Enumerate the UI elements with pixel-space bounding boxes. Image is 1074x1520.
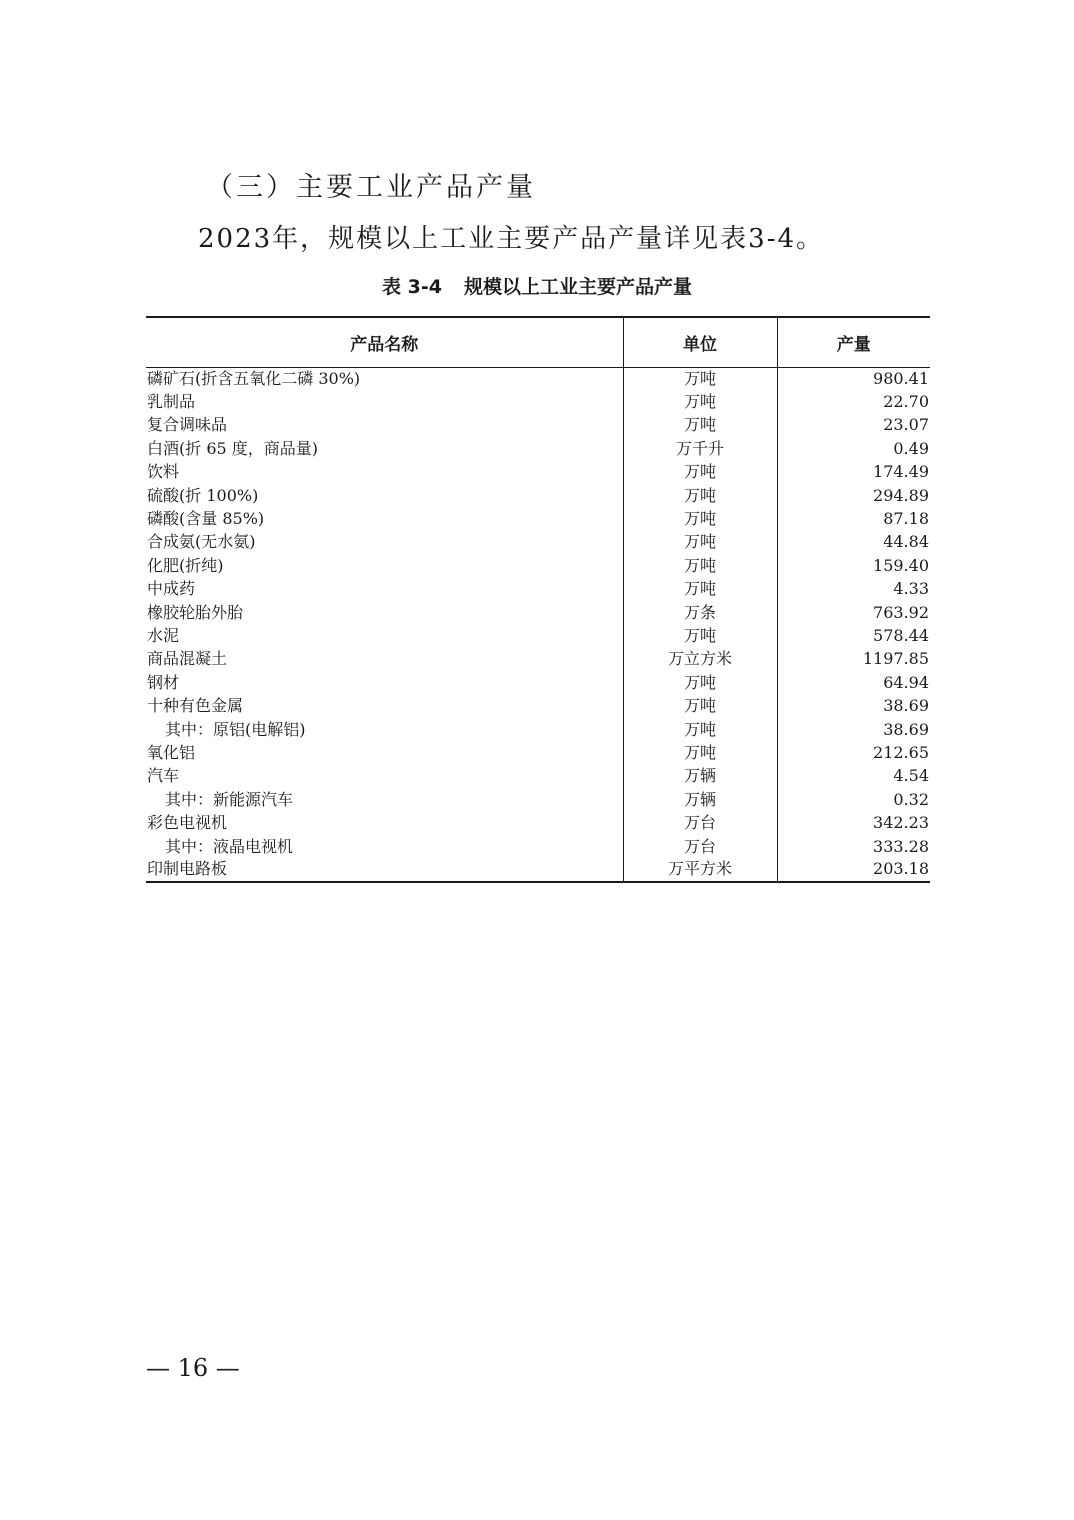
table-row	[146, 765, 930, 788]
table-header-row	[146, 317, 930, 367]
table-row	[146, 811, 930, 834]
product-name-cell: 磷酸(含量 85%)	[147, 509, 265, 529]
unit-cell: 万吨	[623, 718, 777, 741]
intro-paragraph: 2023年，规模以上工业主要产品产量详见表3-4。	[198, 224, 825, 254]
header-quantity: 产量	[777, 317, 930, 367]
product-name-cell: 其中：原铝(电解铝)	[165, 719, 306, 739]
unit-cell: 万吨	[623, 507, 777, 530]
header-product-name: 产品名称	[146, 317, 623, 367]
unit-cell: 万台	[623, 811, 777, 834]
table-row	[146, 601, 930, 624]
product-output-table	[146, 316, 930, 883]
product-name-cell: 汽车	[147, 766, 180, 786]
unit-cell: 万吨	[623, 694, 777, 717]
table-row	[146, 624, 930, 647]
table-row	[146, 554, 930, 577]
quantity-cell: 87.18	[777, 507, 930, 530]
page-number: — 16 —	[146, 1354, 240, 1382]
table-row	[146, 578, 930, 601]
unit-cell: 万条	[623, 601, 777, 624]
table-body	[146, 367, 930, 882]
quantity-cell: 23.07	[777, 414, 930, 437]
table-row	[146, 858, 930, 881]
table-row	[146, 835, 930, 858]
quantity-cell: 0.32	[777, 788, 930, 811]
quantity-cell: 1197.85	[777, 648, 930, 671]
unit-cell: 万吨	[623, 461, 777, 484]
unit-cell: 万吨	[623, 414, 777, 437]
unit-cell: 万辆	[623, 788, 777, 811]
quantity-cell: 0.49	[777, 437, 930, 460]
unit-cell: 万辆	[623, 765, 777, 788]
product-name-cell: 十种有色金属	[147, 696, 244, 716]
table-row	[146, 461, 930, 484]
product-name-cell: 硫酸(折 100%)	[147, 485, 259, 505]
quantity-cell: 203.18	[777, 858, 930, 881]
table-row	[146, 788, 930, 811]
unit-cell: 万吨	[623, 741, 777, 764]
quantity-cell: 333.28	[777, 835, 930, 858]
unit-cell: 万吨	[623, 624, 777, 647]
table-row	[146, 694, 930, 717]
unit-cell: 万平方米	[623, 858, 777, 881]
table-row	[146, 507, 930, 530]
unit-cell: 万千升	[623, 437, 777, 460]
product-name-cell: 其中：新能源汽车	[165, 789, 294, 809]
quantity-cell: 763.92	[777, 601, 930, 624]
table-row	[146, 484, 930, 507]
table-row	[146, 741, 930, 764]
quantity-cell: 22.70	[777, 390, 930, 413]
product-name-cell: 中成药	[147, 579, 196, 599]
table-caption-title: 规模以上工业主要产品产量	[463, 276, 692, 298]
table-row	[146, 671, 930, 694]
product-name-cell: 合成氨(无水氨)	[147, 532, 256, 552]
header-unit: 单位	[623, 317, 777, 367]
product-name-cell: 橡胶轮胎外胎	[147, 602, 244, 622]
unit-cell: 万吨	[623, 554, 777, 577]
table-caption-number: 表 3-4	[382, 276, 442, 298]
quantity-cell: 174.49	[777, 461, 930, 484]
product-name-cell: 商品混凝土	[147, 649, 228, 669]
table-row	[146, 648, 930, 671]
product-name-cell: 饮料	[147, 462, 180, 482]
product-name-cell: 氧化铝	[147, 742, 196, 762]
quantity-cell: 38.69	[777, 694, 930, 717]
unit-cell: 万立方米	[623, 648, 777, 671]
quantity-cell: 64.94	[777, 671, 930, 694]
quantity-cell: 159.40	[777, 554, 930, 577]
table-row	[146, 414, 930, 437]
product-name-cell: 乳制品	[147, 392, 196, 412]
product-name-cell: 水泥	[147, 625, 180, 645]
unit-cell: 万吨	[623, 484, 777, 507]
quantity-cell: 44.84	[777, 531, 930, 554]
product-name-cell: 彩色电视机	[147, 813, 228, 833]
product-name-cell: 钢材	[147, 672, 180, 692]
unit-cell: 万吨	[623, 578, 777, 601]
table-row	[146, 531, 930, 554]
table-row	[146, 718, 930, 741]
table-row	[146, 437, 930, 460]
quantity-cell: 38.69	[777, 718, 930, 741]
unit-cell: 万吨	[623, 367, 777, 390]
product-name-cell: 磷矿石(折含五氧化二磷 30%)	[147, 368, 361, 388]
unit-cell: 万吨	[623, 390, 777, 413]
table-row	[146, 390, 930, 413]
product-name-cell: 白酒(折 65 度，商品量)	[147, 438, 319, 458]
unit-cell: 万吨	[623, 671, 777, 694]
product-name-cell: 化肥(折纯)	[147, 555, 224, 575]
quantity-cell: 342.23	[777, 811, 930, 834]
quantity-cell: 212.65	[777, 741, 930, 764]
product-name-cell: 复合调味品	[147, 415, 228, 435]
quantity-cell: 980.41	[777, 367, 930, 390]
quantity-cell: 4.33	[777, 578, 930, 601]
unit-cell: 万台	[623, 835, 777, 858]
table-row	[146, 367, 930, 390]
product-name-cell: 印制电路板	[146, 858, 623, 881]
quantity-cell: 294.89	[777, 484, 930, 507]
section-heading: （三）主要工业产品产量	[206, 172, 536, 203]
unit-cell: 万吨	[623, 531, 777, 554]
quantity-cell: 4.54	[777, 765, 930, 788]
quantity-cell: 578.44	[777, 624, 930, 647]
product-name-cell: 其中：液晶电视机	[165, 836, 294, 856]
table-caption	[0, 272, 1074, 299]
